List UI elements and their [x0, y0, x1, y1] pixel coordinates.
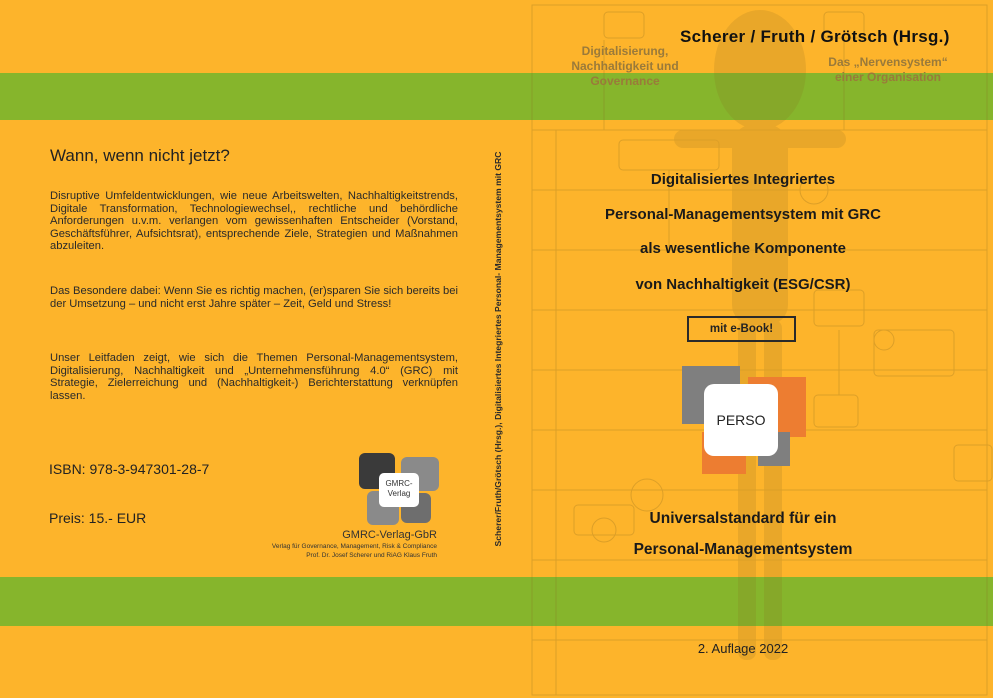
background-process-diagram — [524, 0, 993, 698]
back-cover-paragraph-3: Unser Leitfaden zeigt, wie sich die Themen Personal-Managementsystem, Digitalisierung, Nachhaltigkeit und „Unternehmensführung 4.0“ (GRC) mit Strategie, Zielerreichung und (Nachhaltigkeit-) Berichterstattung verknüpfen lassen. — [50, 352, 458, 402]
publisher-subline-2: Prof. Dr. Josef Scherer und RiAG Klaus Fruth — [306, 552, 437, 559]
price: Preis: 15.- EUR — [49, 510, 147, 526]
perso-logo — [682, 366, 806, 474]
background-label-right: Das „Nervensystem“ einer Organisation — [828, 55, 948, 84]
publisher-subline — [200, 542, 437, 560]
subtitle-line-1: Universalstandard für ein — [649, 510, 837, 527]
spine-title: Scherer/Fruth/Grötsch (Hrsg.), Digitalisiertes Integriertes Personal- Managementsystem mit GRC — [493, 151, 503, 547]
subtitle-line-2: Personal-Managementsystem — [633, 541, 853, 558]
back-cover-heading: Wann, wenn nicht jetzt? — [50, 146, 230, 165]
back-cover-paragraph-2: Das Besondere dabei: Wenn Sie es richtig machen, (er)sparen Sie sich bereits bei der Umsetzung – und nicht erst Jahre später – Zeit, Geld und Stress! — [50, 285, 458, 310]
title-line-4: von Nachhaltigkeit (ESG/CSR) — [635, 276, 851, 293]
edition: 2. Auflage 2022 — [697, 641, 789, 656]
back-cover-paragraph-1: Disruptive Umfeldentwicklungen, wie neue Arbeitswelten, Nachhaltigkeitstrends, Digitale Transformation, Technologiewechsel,, rechtliche und behördliche Anforderungen u.v.m. verlangen vom gewissenhaften Entscheider (Vorstand, Geschäftsführer, Aufsichtsrat), entsprechende Ziele, Strategien und Maßnahmen abzuleiten. — [50, 190, 458, 253]
isbn: ISBN: 978-3-947301-28-7 — [49, 461, 210, 477]
title-line-3: als wesentliche Komponente — [640, 240, 846, 257]
title-line-1: Digitalisiertes Integriertes — [650, 171, 836, 188]
publisher-subline-1: Verlag für Governance, Management, Risk & Compliance — [271, 543, 437, 550]
title-line-2: Personal-Managementsystem mit GRC — [605, 206, 881, 223]
book-spine — [490, 129, 506, 569]
gmrc-logo-line2: Verlag — [387, 489, 411, 498]
ebook-badge: mit e-Book! — [687, 316, 796, 342]
perso-logo-label: PERSO — [704, 384, 778, 456]
gmrc-publisher-logo — [359, 453, 439, 525]
authors: Scherer / Fruth / Grötsch (Hrsg.) — [680, 27, 950, 46]
gmrc-logo-label — [379, 473, 419, 507]
background-label-left: Digitalisierung, Nachhaltigkeit und Governance — [571, 44, 679, 88]
gmrc-logo-line1: GMRC- — [385, 479, 413, 488]
publisher-name: GMRC-Verlag-GbR — [342, 529, 437, 541]
